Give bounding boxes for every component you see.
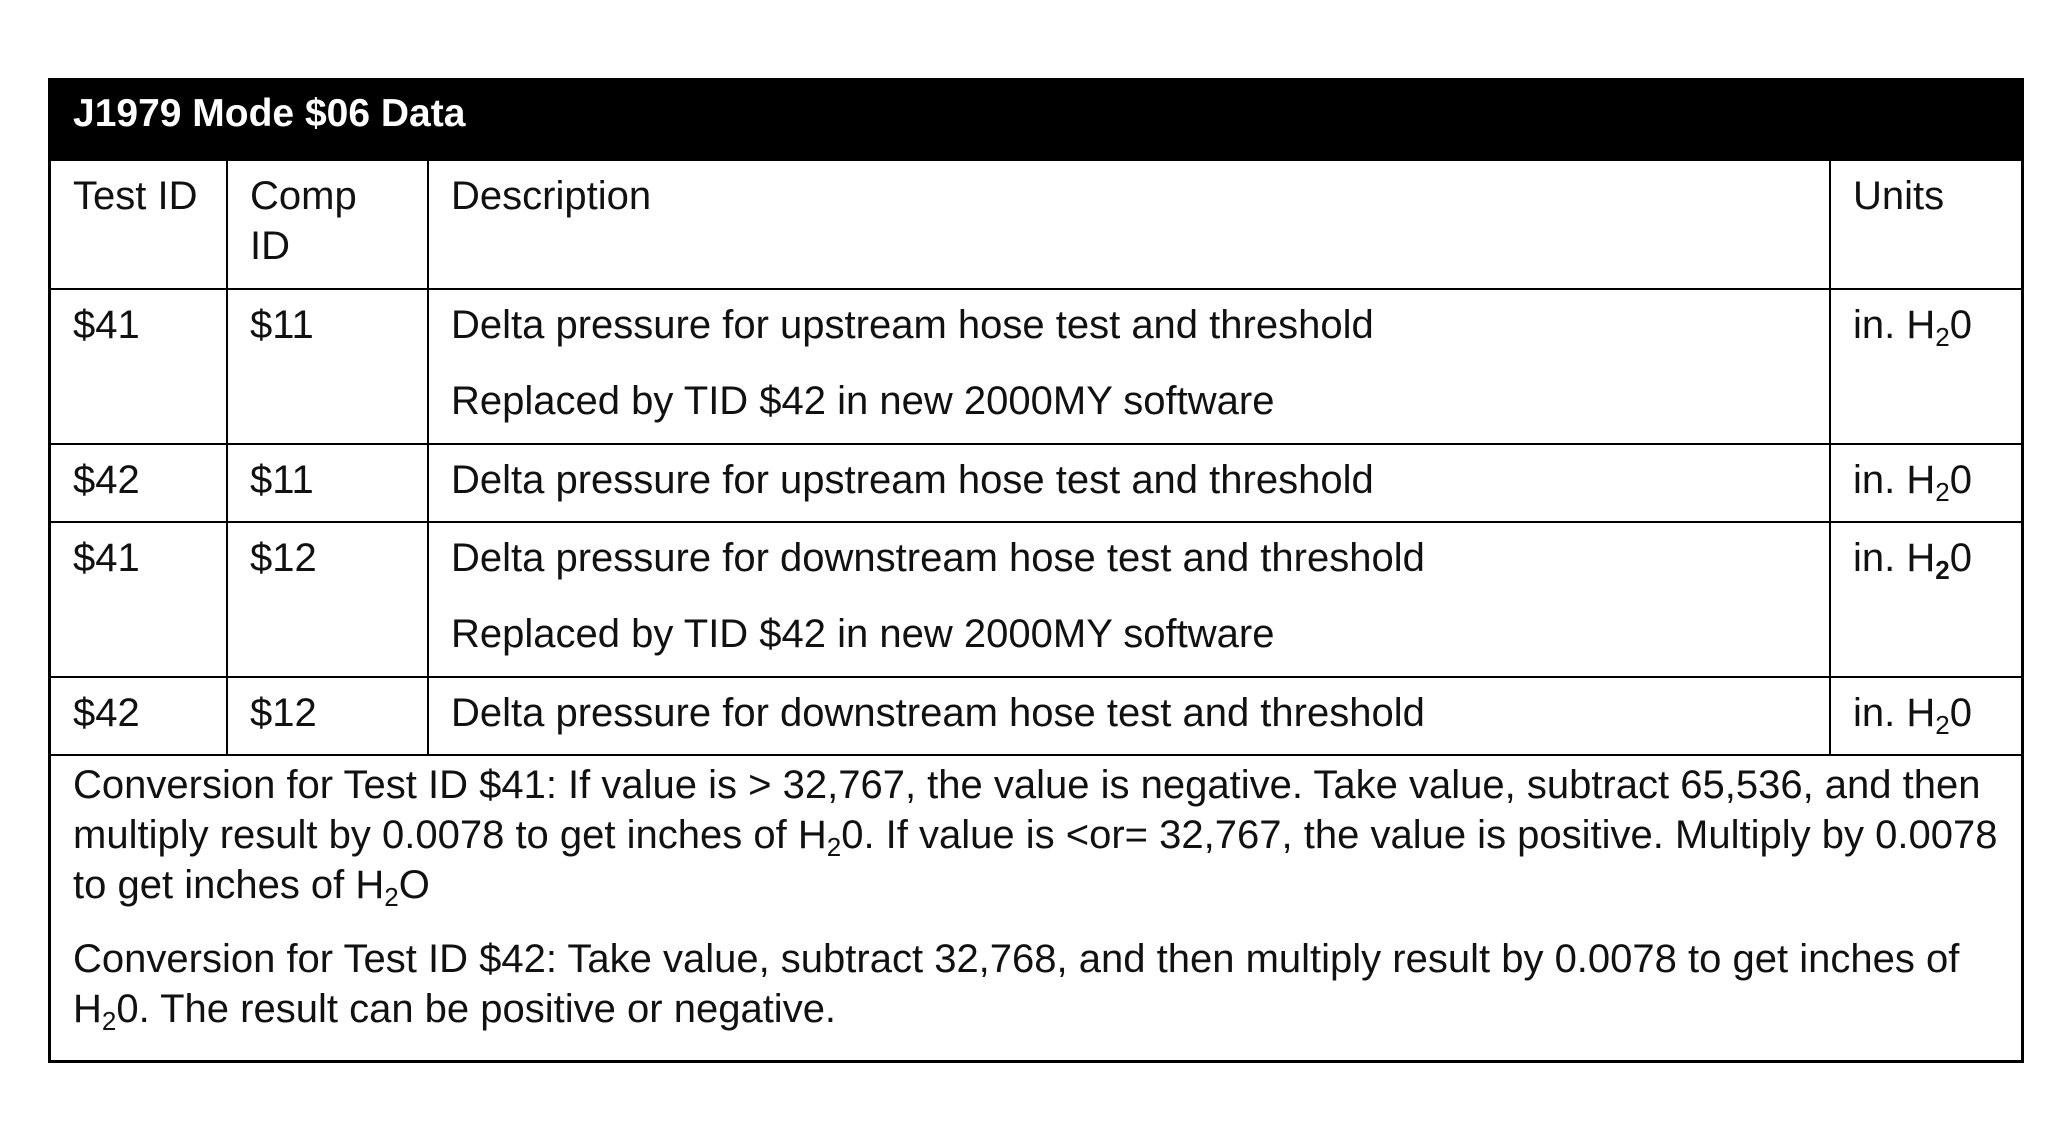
- conversion-note-42: [73, 934, 1999, 1034]
- table-row: [51, 522, 2021, 677]
- description-text: Delta pressure for upstream hose test and threshold: [451, 458, 1374, 502]
- note-text: Conversion for Test ID $41: If value is > 32,767, the value is negative. Take value, subtract 65,536, and then multiply result by 0.0078 to get inches of H: [73, 763, 1981, 857]
- cell-test-id: $42: [51, 444, 227, 522]
- table-row: [51, 289, 2021, 444]
- cell-test-id: $42: [51, 677, 227, 755]
- conversion-note-41: [73, 760, 1999, 910]
- note-text: Conversion for Test ID $42: Take value, subtract 32,768, and then multiply result by 0.0078 to get inches of H: [73, 937, 1960, 1031]
- description-text: Delta pressure for upstream hose test and threshold: [451, 303, 1374, 347]
- units-subscript: 2: [1935, 477, 1950, 507]
- cell-units: [1830, 677, 2021, 755]
- header-units: Units: [1830, 161, 2021, 289]
- note-text: 0. If value is <or= 32,767, the value is positive. Multiply by 0.0078 to get inches of H: [73, 813, 1998, 907]
- cell-description: [428, 289, 1830, 444]
- units-suffix: 0: [1949, 691, 1972, 735]
- units-subscript: 2: [1935, 322, 1950, 352]
- cell-comp-id: $12: [227, 522, 428, 677]
- note-subscript: 2: [101, 1006, 117, 1036]
- cell-comp-id: $11: [227, 289, 428, 444]
- units-subscript: 2: [1935, 710, 1950, 740]
- cell-comp-id: $11: [227, 444, 428, 522]
- cell-comp-id: $12: [227, 677, 428, 755]
- mode06-table-container: [48, 78, 2024, 1063]
- description-text: Delta pressure for downstream hose test and threshold: [451, 536, 1425, 580]
- cell-test-id: $41: [51, 289, 227, 444]
- mode06-table: [51, 161, 2021, 1060]
- units-suffix: 0: [1949, 536, 1972, 580]
- units-prefix: in. H: [1853, 303, 1936, 347]
- units-suffix: 0: [1949, 458, 1972, 502]
- cell-units: [1830, 289, 2021, 444]
- header-comp-id: Comp ID: [227, 161, 428, 289]
- table-title: J1979 Mode $06 Data: [51, 81, 2021, 161]
- description-note: Replaced by TID $42 in new 2000MY software: [451, 612, 1275, 656]
- description-note: Replaced by TID $42 in new 2000MY software: [451, 379, 1275, 423]
- units-prefix: in. H: [1853, 458, 1936, 502]
- note-text: O: [398, 863, 430, 907]
- header-row: [51, 161, 2021, 289]
- units-subscript: 2: [1935, 555, 1950, 585]
- table-row: [51, 444, 2021, 522]
- header-test-id: Test ID: [51, 161, 227, 289]
- note-text: 0. The result can be positive or negative.: [116, 987, 837, 1031]
- description-text: Delta pressure for downstream hose test and threshold: [451, 691, 1425, 735]
- cell-description: [428, 522, 1830, 677]
- note-subscript: 2: [384, 882, 399, 912]
- notes-row: [51, 755, 2021, 1060]
- table-row: [51, 677, 2021, 755]
- units-prefix: in. H: [1853, 691, 1936, 735]
- cell-units: [1830, 444, 2021, 522]
- conversion-notes: [51, 755, 2021, 1060]
- note-subscript: 2: [826, 832, 842, 862]
- cell-units: [1830, 522, 2021, 677]
- units-suffix: 0: [1949, 303, 1972, 347]
- units-prefix: in. H: [1853, 536, 1936, 580]
- cell-description: [428, 677, 1830, 755]
- header-description: Description: [428, 161, 1830, 289]
- cell-description: [428, 444, 1830, 522]
- cell-test-id: $41: [51, 522, 227, 677]
